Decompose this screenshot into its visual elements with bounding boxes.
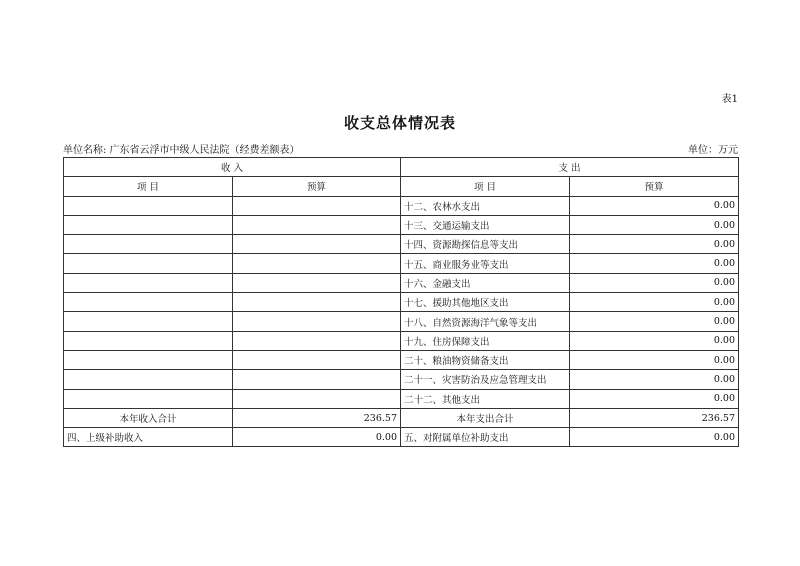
income-item-cell bbox=[64, 293, 233, 312]
income-budget-cell bbox=[233, 331, 401, 350]
expense-budget-cell: 0.00 bbox=[570, 428, 739, 447]
expense-total-value: 236.57 bbox=[570, 408, 739, 427]
expense-item-cell: 十六、金融支出 bbox=[401, 273, 570, 292]
income-item-cell bbox=[64, 235, 233, 254]
expense-item-cell: 十三、交通运输支出 bbox=[401, 215, 570, 234]
expense-item-cell: 十九、住房保障支出 bbox=[401, 331, 570, 350]
income-item-cell bbox=[64, 196, 233, 215]
income-budget-header: 预算 bbox=[233, 177, 401, 196]
income-budget-cell: 0.00 bbox=[233, 428, 401, 447]
income-item-cell bbox=[64, 215, 233, 234]
expense-item-cell: 二十、粮油物资储备支出 bbox=[401, 350, 570, 369]
expense-budget-cell: 0.00 bbox=[570, 215, 739, 234]
expense-item-cell: 十八、自然资源海洋气象等支出 bbox=[401, 312, 570, 331]
income-total-value: 236.57 bbox=[233, 408, 401, 427]
unit-of-measure: 单位：万元 bbox=[688, 145, 738, 156]
table-row bbox=[64, 370, 739, 389]
expense-item-cell: 十二、农林水支出 bbox=[401, 196, 570, 215]
expense-item-cell: 十四、资源勘探信息等支出 bbox=[401, 235, 570, 254]
table-row bbox=[64, 428, 739, 447]
expense-total-label: 本年支出合计 bbox=[401, 408, 570, 427]
table-row bbox=[64, 312, 739, 331]
expense-item-cell: 五、对附属单位补助支出 bbox=[401, 428, 570, 447]
totals-row bbox=[64, 408, 739, 427]
unit-name: 单位名称: 广东省云浮市中级人民法院（经费差额表） bbox=[63, 145, 300, 156]
income-total-label: 本年收入合计 bbox=[64, 408, 233, 427]
expense-budget-cell: 0.00 bbox=[570, 350, 739, 369]
expense-item-cell: 二十二、其他支出 bbox=[401, 389, 570, 408]
expense-item-cell: 十五、商业服务业等支出 bbox=[401, 254, 570, 273]
expense-budget-cell: 0.00 bbox=[570, 254, 739, 273]
income-budget-cell bbox=[233, 370, 401, 389]
income-item-cell bbox=[64, 254, 233, 273]
page-title: 收支总体情况表 bbox=[343, 114, 456, 132]
income-budget-cell bbox=[233, 273, 401, 292]
expense-budget-cell: 0.00 bbox=[570, 389, 739, 408]
income-item-cell bbox=[64, 273, 233, 292]
table-row bbox=[64, 331, 739, 350]
table-row bbox=[64, 235, 739, 254]
income-item-header: 项 目 bbox=[64, 177, 233, 196]
expense-budget-cell: 0.00 bbox=[570, 196, 739, 215]
table-number: 表1 bbox=[721, 94, 738, 105]
expense-budget-cell: 0.00 bbox=[570, 331, 739, 350]
income-budget-cell bbox=[233, 293, 401, 312]
expense-budget-cell: 0.00 bbox=[570, 273, 739, 292]
income-item-cell bbox=[64, 312, 233, 331]
section-header-row bbox=[64, 158, 739, 177]
expense-item-cell: 十七、援助其他地区支出 bbox=[401, 293, 570, 312]
income-budget-cell bbox=[233, 312, 401, 331]
table-row bbox=[64, 215, 739, 234]
table-row bbox=[64, 273, 739, 292]
expense-item-header: 项 目 bbox=[401, 177, 570, 196]
income-budget-cell bbox=[233, 350, 401, 369]
income-budget-cell bbox=[233, 235, 401, 254]
budget-table bbox=[63, 157, 739, 447]
income-item-cell bbox=[64, 331, 233, 350]
table-row bbox=[64, 293, 739, 312]
table-row bbox=[64, 350, 739, 369]
income-budget-cell bbox=[233, 389, 401, 408]
expense-budget-cell: 0.00 bbox=[570, 312, 739, 331]
expense-section-header: 支 出 bbox=[401, 158, 739, 177]
income-budget-cell bbox=[233, 254, 401, 273]
income-budget-cell bbox=[233, 196, 401, 215]
income-item-cell bbox=[64, 370, 233, 389]
table-row bbox=[64, 389, 739, 408]
income-section-header: 收 入 bbox=[64, 158, 401, 177]
table-row bbox=[64, 254, 739, 273]
table-row bbox=[64, 196, 739, 215]
expense-budget-cell: 0.00 bbox=[570, 293, 739, 312]
expense-budget-cell: 0.00 bbox=[570, 370, 739, 389]
expense-item-cell: 二十一、灾害防治及应急管理支出 bbox=[401, 370, 570, 389]
column-header-row bbox=[64, 177, 739, 196]
income-item-cell bbox=[64, 350, 233, 369]
income-item-cell bbox=[64, 389, 233, 408]
expense-budget-header: 预算 bbox=[570, 177, 739, 196]
income-budget-cell bbox=[233, 215, 401, 234]
income-item-cell: 四、上级补助收入 bbox=[64, 428, 233, 447]
expense-budget-cell: 0.00 bbox=[570, 235, 739, 254]
